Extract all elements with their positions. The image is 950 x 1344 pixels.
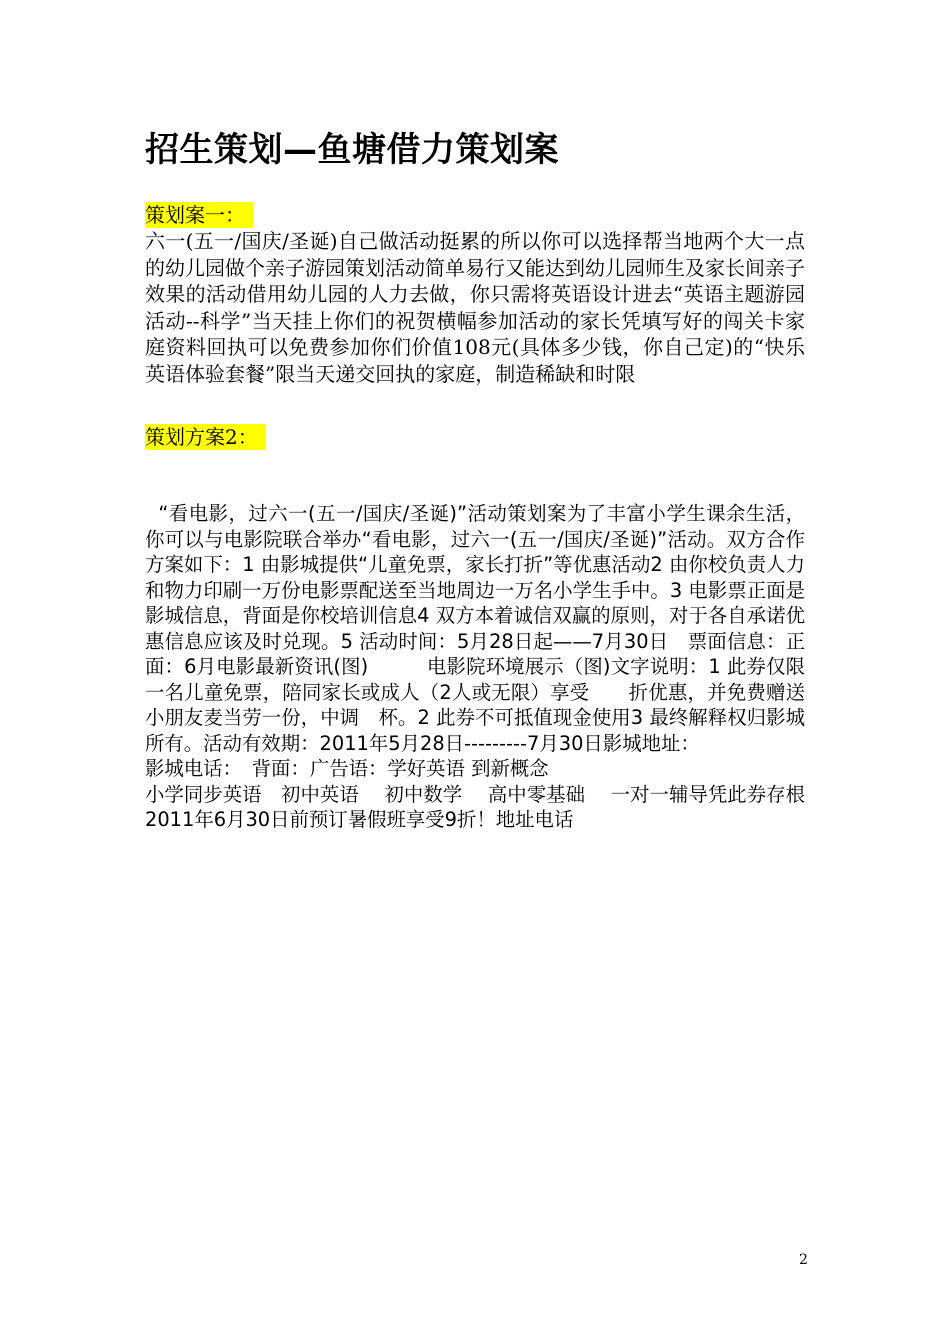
section2-main-text: “看电影，过六一(五一/国庆/圣诞)”活动策划案为了丰富小学生课余生活，你可以与电影院联合举办“看电影，过六一(五一/国庆/圣诞)”活动。双方合作方案如下：1 由影城提供“儿童免票，家长打折”等优惠活动2 由你校负责人力和物力印刷一万份电影票配送至当地周边一万名小学生手中。3 电影票正面是影城信息，背面是你校培训信息4 双方本着诚信双赢的原则，对于各自承诺优惠信息应该及时兑现。5 活动时间：5月28日起——7月30日 票面信息：正面：6月电影最新资讯(图) 电影院环境展示（图)文字说明：1 此券仅限一名儿童免票，陪同家长或成人（2人或无限）享受 折优惠，并免费赠送小朋友麦当劳一份，中调 杯。2 此券不可抵值现金使用3 最终解释权归影城所有。活动有效期：2011年5月28日---------7月30日影城地址： [145, 502, 805, 755]
section2-body [145, 450, 805, 884]
page-number: 2 [799, 1252, 808, 1268]
section2-heading: 策划方案2： [145, 424, 266, 450]
document-title: 招生策划—鱼塘借力策划案 [145, 130, 559, 170]
section1-body: 六一(五一/国庆/圣诞)自己做活动挺累的所以你可以选择帮当地两个大一点的幼儿园做个亲子游园策划活动简单易行又能达到幼儿园师生及家长间亲子效果的活动借用幼儿园的人力去做，你只需将英语设计进去“英语主题游园活动--科学”当天挂上你们的祝贺横幅参加活动的家长凭填写好的闯关卡家庭资料回执可以免费参加你们价值108元(具体多少钱，你自己定)的“快乐英语体验套餐”限当天递交回执的家庭，制造稀缺和时限 [145, 229, 805, 386]
section1-heading: 策划案一： [145, 202, 253, 228]
section2-phone-line: 影城电话： 背面：广告语：学好英语 到新概念 [145, 757, 549, 780]
section2-courses-line: 小学同步英语 初中英语 初中数学 高中零基础 一对一辅导凭此券存根2011年6月30日前预订暑假班享受9折！地址电话 [145, 782, 805, 831]
